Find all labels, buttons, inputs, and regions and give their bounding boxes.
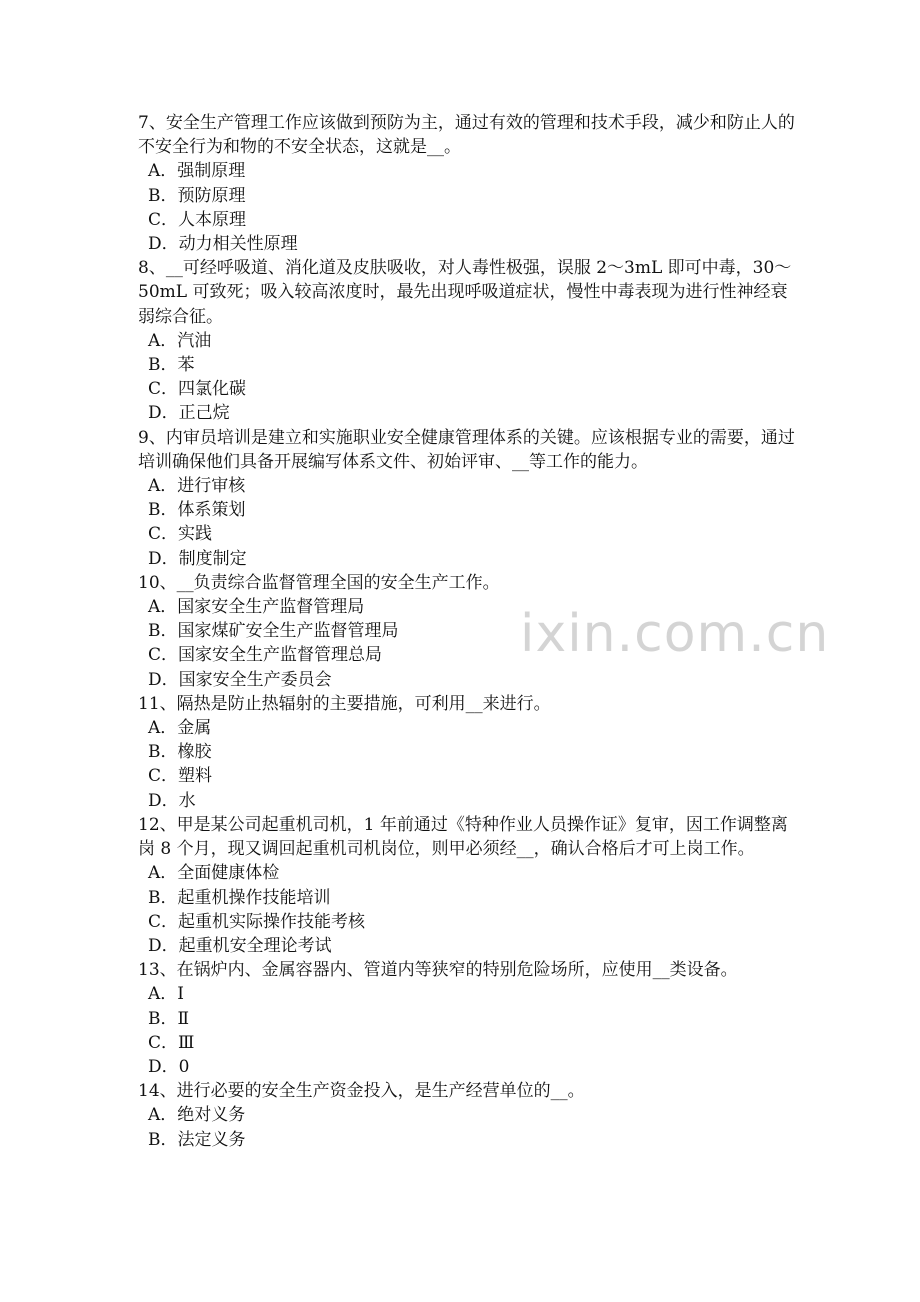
answer-option: D．水 [148,790,196,811]
answer-option: C．人本原理 [148,209,247,230]
answer-option: D．0 [148,1056,190,1077]
question-block [138,571,798,692]
answer-option: C．起重机实际操作技能考核 [148,911,366,932]
answer-option: C．国家安全生产监督管理总局 [148,645,383,666]
answer-option: D．制度制定 [148,548,247,569]
answer-option: C．塑料 [148,766,213,787]
answer-option: D．动力相关性原理 [148,234,298,255]
answer-option: B．国家煤矿安全生产监督管理局 [148,621,399,642]
question-stem: 9、内审员培训是建立和实施职业安全健康管理体系的关键。应该根据专业的需要，通过培训确保他们具备开展编写体系文件、初始评审、__等工作的能力。 [138,427,795,472]
question-block [138,958,798,1079]
question-stem: 10、__负责综合监督管理全国的安全生产工作。 [138,572,500,593]
answer-option: B．体系策划 [148,500,246,521]
answer-option: A．进行审核 [148,476,246,497]
answer-option: D．国家安全生产委员会 [148,669,332,690]
question-stem: 7、安全生产管理工作应该做到预防为主，通过有效的管理和技术手段，减少和防止人的不安全行为和物的不安全状态，这就是__。 [138,113,795,158]
answer-option: C．四氯化碳 [148,379,247,400]
question-stem: 13、在锅炉内、金属容器内、管道内等狭窄的特别危险场所，应使用__类设备。 [138,960,738,981]
answer-option: B．起重机操作技能培训 [148,887,331,908]
answer-option: A．强制原理 [148,161,246,182]
question-stem: 11、隔热是防止热辐射的主要措施，可利用__来进行。 [138,693,551,714]
question-block [138,111,798,256]
answer-option: B．预防原理 [148,185,246,206]
answer-option: A．金属 [148,718,212,739]
answer-option: D．正己烷 [148,403,230,424]
question-block [138,256,798,425]
question-stem: 14、进行必要的安全生产资金投入，是生产经营单位的__。 [138,1081,585,1102]
answer-option: C．实践 [148,524,213,545]
question-stem: 8、__可经呼吸道、消化道及皮肤吸收，对人毒性极强，误服 2～3mL 即可中毒，30～ 50mL 可致死；吸入较高浓度时，最先出现呼吸道症状，慢性中毒表现为进行性神经衰弱综合征。 [138,258,792,327]
question-block [138,1079,798,1152]
answer-option: B．苯 [148,355,195,376]
answer-option: B．橡胶 [148,742,212,763]
answer-option: B．Ⅱ [148,1008,190,1029]
answer-option: A．汽油 [148,330,212,351]
answer-option: A．国家安全生产监督管理局 [148,597,365,618]
question-list [138,111,798,1152]
answer-option: C．Ⅲ [148,1032,195,1053]
question-block [138,692,798,813]
answer-option: A．全面健康体检 [148,863,280,884]
answer-option: A．绝对义务 [148,1105,246,1126]
answer-option: D．起重机安全理论考试 [148,935,332,956]
answer-option: A．Ⅰ [148,984,184,1005]
question-block [138,426,798,571]
question-block [138,813,798,958]
answer-option: B．法定义务 [148,1129,246,1150]
question-stem: 12、甲是某公司起重机司机，1 年前通过《特种作业人员操作证》复审，因工作调整离岗 8 个月，现又调回起重机司机岗位，则甲必须经__，确认合格后才可上岗工作。 [138,814,788,860]
watermark: ixin.com.cn [520,604,830,664]
